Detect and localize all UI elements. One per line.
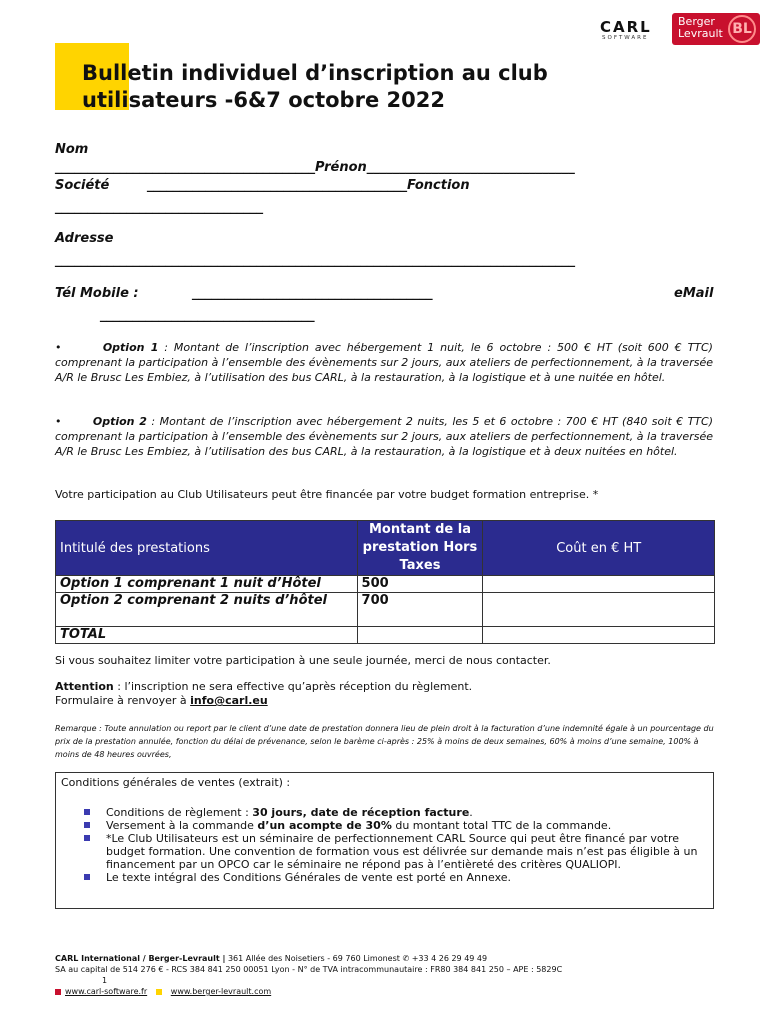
berger-levrault-link[interactable]: www.berger-levrault.com <box>170 987 272 996</box>
list-item <box>82 806 702 819</box>
square-bullet-icon <box>84 822 90 828</box>
table-header-row <box>56 521 715 576</box>
total-cost-field[interactable] <box>483 627 715 644</box>
footer-page-number: 1 <box>102 976 108 985</box>
footer-company: CARL International / Berger-Levrault | <box>55 954 226 963</box>
nom-label: Nom <box>55 142 89 157</box>
berger-levrault-logo <box>672 13 760 45</box>
condition-2-end: du montant total TTC de la commande. <box>391 819 612 832</box>
footer-phone: +33 4 26 29 49 49 <box>411 954 488 963</box>
condition-1-end: . <box>469 806 473 819</box>
header-montant: Montant de la prestation Hors Taxes <box>357 521 483 576</box>
carl-logo-subtext: SOFTWARE <box>602 35 649 41</box>
option-2-label: Option 2 <box>92 415 147 428</box>
option-2-text: : Montant de l’inscription avec hébergement 2 nuits, les 5 et 6 octobre : 700 € HT (840 soit € TTC) comprenant la participation à l’ensemble des évènements sur 2 jours, aux ateliers de perfectionnement, à la traversée A/R le Brusc Les Embiez, à l’utilisation des bus CARL, à la restauration, à la logistique et à deux nuitées en hôtel. <box>55 415 713 458</box>
phone-icon: ✆ <box>402 954 410 963</box>
societe-fonction-field-line[interactable]: ________________________________________Fonction <box>147 178 470 193</box>
conditions-title: Conditions générales de ventes (extrait) : <box>61 776 291 789</box>
row-cost-field[interactable] <box>483 576 715 593</box>
tel-mobile-field-line[interactable]: _____________________________________ <box>192 286 433 301</box>
square-bullet-icon <box>84 835 90 841</box>
header-intitule: Intitulé des prestations <box>56 521 358 576</box>
condition-4-text: Le texte intégral des Conditions Générales de vente est porté en Annexe. <box>106 871 512 884</box>
carl-software-logo <box>594 14 666 44</box>
bl-logo-text <box>678 16 723 40</box>
attention-label: Attention <box>55 680 114 693</box>
bl-logo-mark: BL <box>728 15 756 43</box>
bl-logo-line2: Levrault <box>678 27 723 40</box>
attention-text: : l’inscription ne sera effective qu’après réception du règlement. <box>113 680 473 693</box>
total-label: TOTAL <box>56 627 358 644</box>
square-bullet-icon <box>84 874 90 880</box>
bullet: • <box>55 415 62 428</box>
row-label: Option 1 comprenant 1 nuit d’Hôtel <box>56 576 358 593</box>
total-amount <box>357 627 483 644</box>
header-cout: Coût en € HT <box>483 521 715 576</box>
bullet: • <box>55 341 62 354</box>
list-item <box>82 871 702 884</box>
condition-2-text: Versement à la commande <box>106 819 258 832</box>
fonction-field-line[interactable]: ________________________________ <box>55 200 263 215</box>
adresse-label: Adresse <box>55 231 114 246</box>
row-label: Option 2 comprenant 2 nuits d’hôtel <box>56 593 358 627</box>
societe-label: Société <box>55 178 110 193</box>
formulaire-text: Formulaire à renvoyer à <box>55 694 191 707</box>
formulaire-note <box>55 694 268 707</box>
condition-3-text: *Le Club Utilisateurs est un séminaire de perfectionnement CARL Source qui peut être financé par votre budget formation. Une convention de formation vous est délivrée sur demande mais n’est pas éligible à un financement par un OPCO car le séminaire ne répond pas à l’entièreté des critères QUALIOPI. <box>106 832 698 871</box>
title-line-2: utilisateurs -6&7 octobre 2022 <box>82 88 445 112</box>
condition-1-text: Conditions de règlement : <box>106 806 253 819</box>
footer-address: 361 Allée des Noisetiers - 69 760 Limonest <box>227 954 400 963</box>
square-bullet-icon <box>84 809 90 815</box>
row-cost-field[interactable] <box>483 593 715 627</box>
table-row <box>56 576 715 593</box>
footer-line-1 <box>55 953 745 964</box>
list-item <box>82 819 702 832</box>
table-row-total <box>56 627 715 644</box>
carl-software-link[interactable]: www.carl-software.fr <box>65 987 148 996</box>
email-field-line[interactable]: _________________________________ <box>100 308 315 323</box>
attention-note <box>55 680 472 693</box>
email-label: eMail <box>674 286 714 301</box>
list-item <box>82 832 702 871</box>
adresse-field-line[interactable]: ________________________________________________________________________________ <box>55 253 575 268</box>
formulaire-email-link[interactable]: info@carl.eu <box>190 694 268 707</box>
option-1-paragraph <box>55 340 713 385</box>
row-amount: 500 <box>357 576 483 593</box>
row-amount: 700 <box>357 593 483 627</box>
option-1-label: Option 1 <box>102 341 159 354</box>
footer-links <box>55 986 745 997</box>
conditions-list <box>82 806 702 884</box>
financing-note: Votre participation au Club Utilisateurs peut être financée par votre budget formation entreprise. * <box>55 488 599 501</box>
page-title <box>82 60 548 114</box>
bl-logo-line1: Berger <box>678 15 715 28</box>
red-square-icon <box>55 989 61 995</box>
condition-2-bold: d’un acompte de 30% <box>257 819 392 832</box>
prestations-table <box>55 520 715 644</box>
contact-note: Si vous souhaitez limiter votre participation à une seule journée, merci de nous contacter. <box>55 654 551 667</box>
yellow-square-icon <box>156 989 162 995</box>
nom-prenom-field-line[interactable]: ________________________________________Prénon________________________________ <box>55 160 575 175</box>
tel-mobile-label: Tél Mobile : <box>55 286 139 301</box>
table-row <box>56 593 715 627</box>
conditions-box <box>55 772 714 909</box>
carl-logo-text: CARL <box>600 18 652 36</box>
option-2-paragraph <box>55 414 713 459</box>
remarque-note: Remarque : Toute annulation ou report par le client d’une date de prestation donnera lieu de plein droit à la facturation d’une indemnité égale à un pourcentage du prix de la prestation annulée, fonction du délai de prévenance, selon le barème ci-après : 25% à moins de deux semaines, 60% à moins d’une semaine, 100% à moins de 48 heures ouvrées, <box>55 724 714 759</box>
option-1-text: : Montant de l’inscription avec hébergement 1 nuit, le 6 octobre : 500 € HT (soit 600 € TTC) comprenant la participation à l’ensemble des évènements sur 2 jours, aux ateliers de perfectionnement, à la traversée A/R le Brusc Les Embiez, à l’utilisation des bus CARL, à la restauration, à la logistique et à une nuitée en hôtel. <box>55 341 713 384</box>
title-line-1: Bulletin individuel d’inscription au club <box>82 61 548 85</box>
footer-legal: SA au capital de 514 276 € - RCS 384 841 250 00051 Lyon - N° de TVA intracommunautaire : FR80 384 841 250 – APE : 5829C <box>55 965 563 974</box>
condition-1-bold: 30 jours, date de réception facture <box>252 806 470 819</box>
footer <box>55 953 745 997</box>
